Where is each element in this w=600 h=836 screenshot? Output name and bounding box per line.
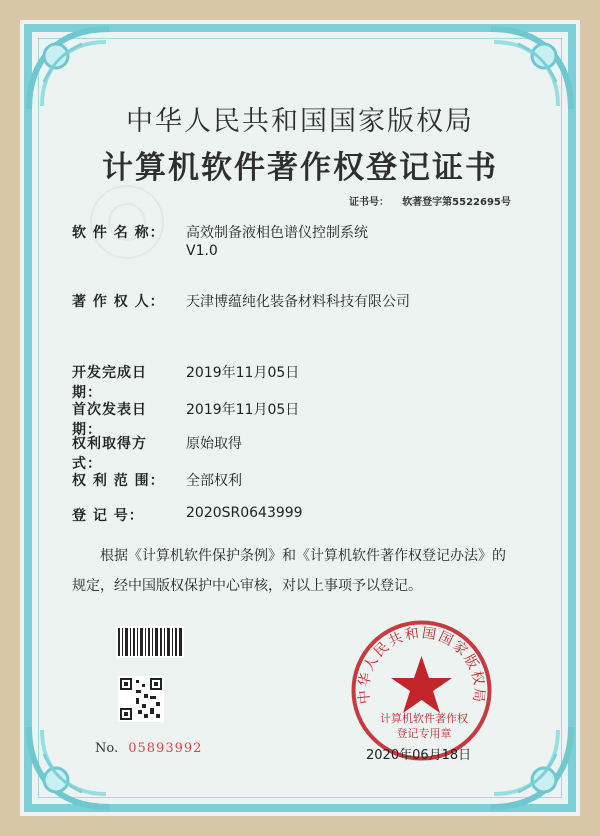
official-seal-icon — [349, 618, 494, 763]
seal-date: 2020年06月18日 — [366, 748, 472, 763]
seal-ring-text: 中华人民共和国国家版权局 — [356, 625, 487, 705]
certificate-number-value: 软著登字第5522695号 — [402, 197, 511, 208]
office-title: 中华人民共和国国家版权局 — [126, 106, 474, 137]
registration-statement — [72, 541, 542, 601]
corner-ornament-icon — [24, 722, 114, 812]
field-label: 权 利 范 围： — [72, 473, 165, 489]
field-label: 权利取得方式： — [72, 436, 147, 472]
statement-line-1: 根据《计算机软件保护条例》和《计算机软件著作权登记办法》的 — [100, 548, 506, 564]
field-version: V1.0 — [186, 243, 218, 259]
certificate-number — [349, 193, 511, 208]
barcode-icon — [116, 626, 184, 658]
field-value: 原始取得 — [186, 436, 242, 452]
statement-line-2: 规定，经中国版权保护中心审核，对以上事项予以登记。 — [72, 578, 422, 594]
serial-number — [95, 741, 202, 756]
field-value: 高效制备液相色谱仪控制系统 — [186, 225, 368, 241]
field-label: 软 件 名 称： — [72, 225, 165, 241]
field-label: 开发完成日期： — [72, 365, 147, 401]
certificate-title: 计算机软件著作权登记证书 — [102, 150, 498, 186]
field-value: 全部权利 — [186, 473, 242, 489]
field-label: 首次发表日期： — [72, 402, 147, 438]
corner-ornament-icon — [486, 722, 576, 812]
qr-code-icon — [118, 676, 164, 722]
field-value: 2020SR0643999 — [186, 505, 303, 521]
field-label: 著 作 权 人： — [72, 294, 165, 310]
seal-inner-line-1: 计算机软件著作权 — [380, 712, 468, 725]
serial-value: 05893992 — [128, 741, 203, 756]
field-value: 2019年11月05日 — [186, 402, 300, 418]
field-label: 登 记 号： — [72, 508, 144, 524]
field-value: 天津博蕴纯化装备材料科技有限公司 — [186, 294, 410, 310]
serial-prefix: No. — [95, 741, 119, 756]
seal-inner-line-2: 登记专用章 — [396, 727, 452, 740]
certificate-number-label: 证书号： — [349, 197, 389, 208]
field-value: 2019年11月05日 — [186, 365, 300, 381]
